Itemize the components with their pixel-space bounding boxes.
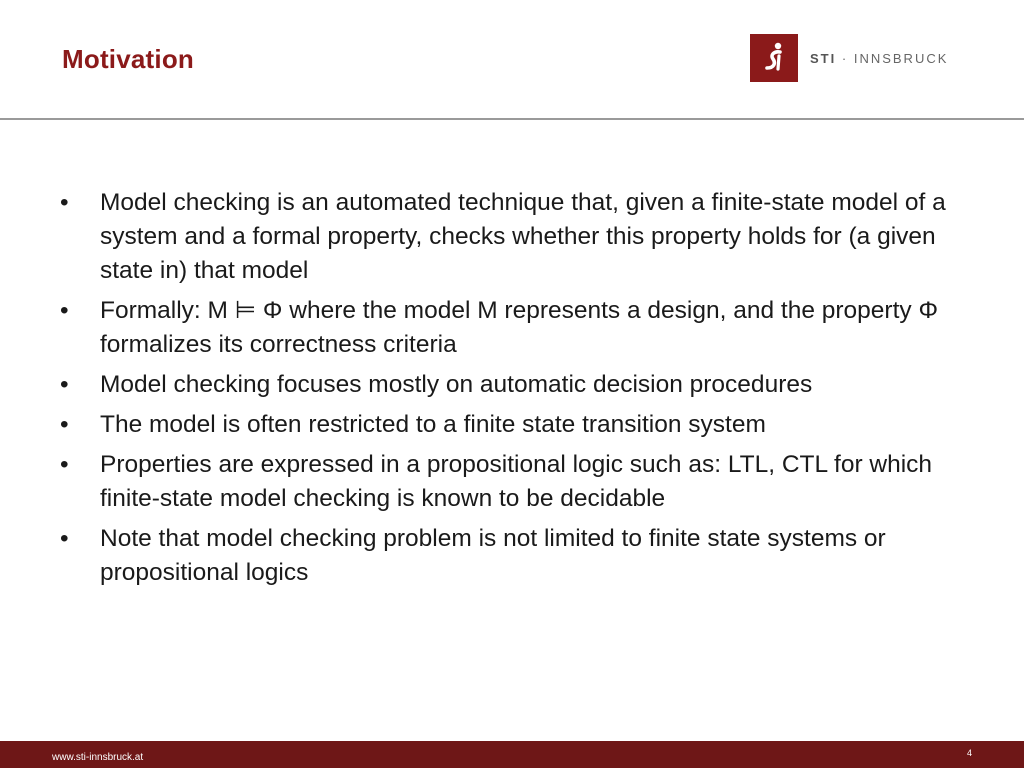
bullet-item	[60, 186, 960, 288]
bullet-text: The model is often restricted to a finite state transition system	[100, 411, 766, 438]
page-number: 4	[966, 748, 972, 758]
bullet-item	[60, 448, 960, 516]
slide-body	[60, 186, 960, 596]
bullet-marker: •	[60, 371, 69, 398]
bullet-item	[60, 522, 960, 590]
bullet-text: Model checking focuses mostly on automatic decision procedures	[100, 371, 813, 398]
bullet-text: Note that model checking problem is not limited to finite state systems or propositional logics	[100, 525, 886, 586]
sti-logo-icon	[750, 34, 798, 82]
sti-logo	[750, 34, 948, 82]
bullet-item	[60, 294, 960, 362]
logo-name: INNSBRUCK	[853, 50, 949, 66]
bullet-text: Model checking is an automated technique that, given a finite-state model of a system and a formal property, checks whether this property holds for (a given state in) that model	[100, 189, 946, 284]
header-divider	[0, 118, 1024, 120]
bullet-item	[60, 408, 960, 442]
bullet-item	[60, 368, 960, 402]
slide-title: Motivation	[62, 44, 194, 74]
logo-separator: ·	[841, 50, 849, 66]
bullet-marker: •	[60, 411, 69, 438]
bullet-marker: •	[60, 451, 69, 478]
footer-url-link[interactable]: www.sti-innsbruck.at	[52, 752, 144, 763]
footer-bar	[0, 741, 1024, 768]
bullet-text: Formally: M ⊨ Φ where the model M represents a design, and the property Φ formalizes its correctness criteria	[100, 297, 938, 358]
bullet-marker: •	[60, 525, 69, 552]
logo-brand: STI	[810, 50, 837, 66]
bullet-list	[60, 186, 960, 590]
logo-text	[810, 51, 948, 66]
bullet-marker: •	[60, 189, 69, 216]
bullet-text: Properties are expressed in a propositional logic such as: LTL, CTL for which finite-state model checking is known to be decidable	[100, 451, 933, 512]
bullet-marker: •	[60, 297, 69, 324]
